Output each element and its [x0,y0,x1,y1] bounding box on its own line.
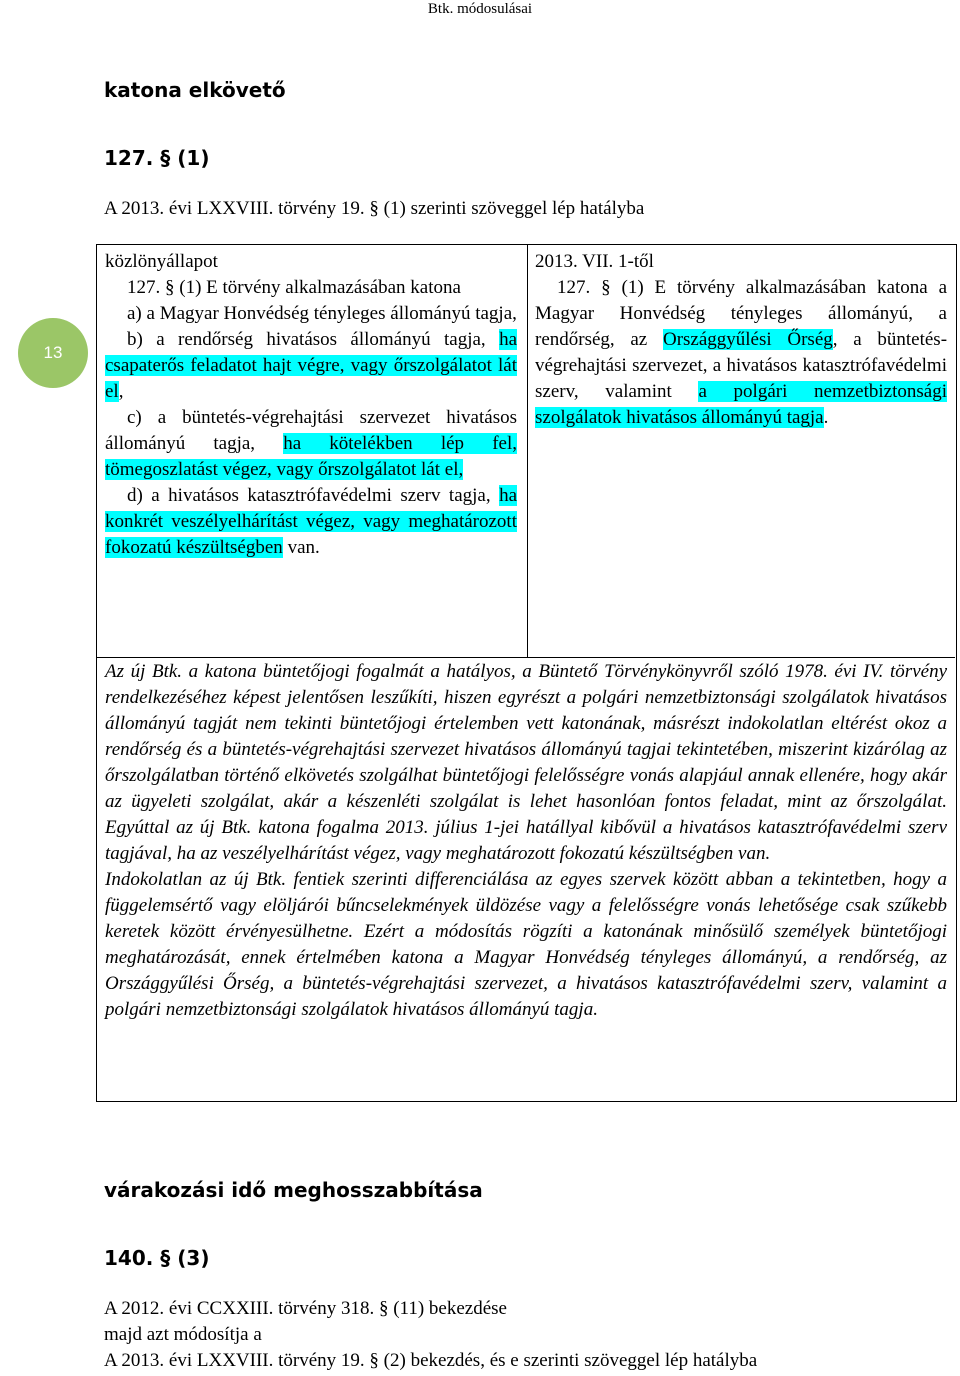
left-c [105,405,517,483]
right-p1-post: . [823,407,829,428]
right-p1-highlight-2: a polgári nemzetbiztonsági szolgálatok hivatásos állományú tagja [535,381,947,428]
right-p1 [535,275,947,431]
section-heading-katona: katona elkövető [104,78,286,102]
left-b-post: , [118,381,124,402]
left-d-highlight: ha konkrét veszélyelhárítást végez, vagy meghatározott fokozatú készültségben [105,485,517,558]
left-p1: 127. § (1) E törvény alkalmazásában katona [127,277,461,298]
comparison-table [96,244,957,1102]
comment-p2: Indokolatlan az új Btk. fentiek szerinti differenciálása az egyes szervek között abban a tekintetben, hogy a függelemsértő vagy elöljárói bűncselekmények üldözése vagy a felelősségre vonás lehetősége csak szűkebb keretek között érvényesülhetne. Ezért a módosítás rögzíti a katonának minősülő személyek büntetőjogi meghatározását, ennek értelmében katona a Magyar Honvédség tényleges állományú, a rendőrség, az Országgyűlési Őrség, a büntetés-végrehajtási szervezet, a hivatásos katasztrófavédelmi szerv, valamint a polgári nemzetbiztonsági szolgálatok hivatásos állományú tagja. [105,869,947,1020]
section-intro-127: A 2013. évi LXXVIII. törvény 19. § (1) szerinti szöveggel lép hatályba [104,198,645,219]
left-d-post: van. [287,537,320,558]
section-subheading-127: 127. § (1) [104,146,210,170]
left-header: közlönyállapot [105,251,218,272]
left-b [105,327,517,405]
right-p1-highlight-1: Országgyűlési Őrség [662,329,833,350]
comment-p1: Az új Btk. a katona büntetőjogi fogalmát a hatályos, a Büntető Törvénykönyvről szóló 1978. évi IV. törvény rendelkezéséhez képest jelentősen leszűkíti, hiszen egyrészt a polgári nemzetbiztonsági szolgálatok hivatásos állományú tagját nem tekinti büntetőjogi értelemben vett katonának, másrészt indokolatlan eltérést okoz a rendőrség és a büntetés-végrehajtási szervezet hivatásos állományú tagjai tekintetében, miszerint kizárólag az őrszolgálatban történő elkövetés szolgálhat büntetőjogi felelősségre vonás alapjául annak ellenére, hogy akár az ügyeleti szolgálat, akár a készenléti szolgálat is lehet hasonlóan fontos feladat, mint az őrszolgálat. Egyúttal az új Btk. katona fogalma 2013. július 1-jei hatállyal kibővül a hivatásos katasztrófavédelmi szerv tagjával, ha az veszélyelhárítást végez, vagy meghatározott fokozatú készültségben van. [105,661,947,864]
comment-cell [105,659,947,1023]
right-p1-mid: , a büntetés-végrehajtási szervezet, a hivatásos katasztrófavédelmi szerv, valamint [535,329,948,402]
page-number-badge: 13 [18,318,88,388]
left-c-highlight: ha kötelékben lép fel, tömegoszlatást végez, vagy őrszolgálatot lát el, [105,433,517,480]
left-b-pre: b) a rendőrség hivatásos állományú tagja, [127,329,486,350]
right-column [535,249,947,431]
row-divider [97,657,955,658]
section-heading-varakozasi: várakozási idő meghosszabbítása [104,1178,483,1202]
section2-line2: majd azt módosítja a [104,1324,262,1345]
right-header: 2013. VII. 1-től [535,251,654,272]
section2-line3: A 2013. évi LXXVIII. törvény 19. § (2) bekezdés, és e szerinti szöveggel lép hatályba [104,1350,758,1371]
left-d-pre: d) a hivatásos katasztrófavédelmi szerv tagja, [127,485,500,506]
left-d [105,483,517,561]
right-p1-pre: 127. § (1) E törvény alkalmazásában katona a Magyar Honvédség tényleges állományú, a rendőrség, az [535,277,947,350]
column-separator [527,245,528,657]
left-b-highlight: ha csapaterős feladatot hajt végre, vagy őrszolgálatot lát el [105,329,518,402]
left-column [105,249,517,561]
section-subheading-140: 140. § (3) [104,1246,210,1270]
left-c-pre: c) a büntetés-végrehajtási szervezet hivatásos állományú tagja, [105,407,517,454]
left-a: a) a Magyar Honvédség tényleges állományú tagja, [127,303,517,324]
section2-line1: A 2012. évi CCXXIII. törvény 318. § (11) bekezdése [104,1298,507,1319]
running-head: Btk. módosulásai [427,1,533,17]
